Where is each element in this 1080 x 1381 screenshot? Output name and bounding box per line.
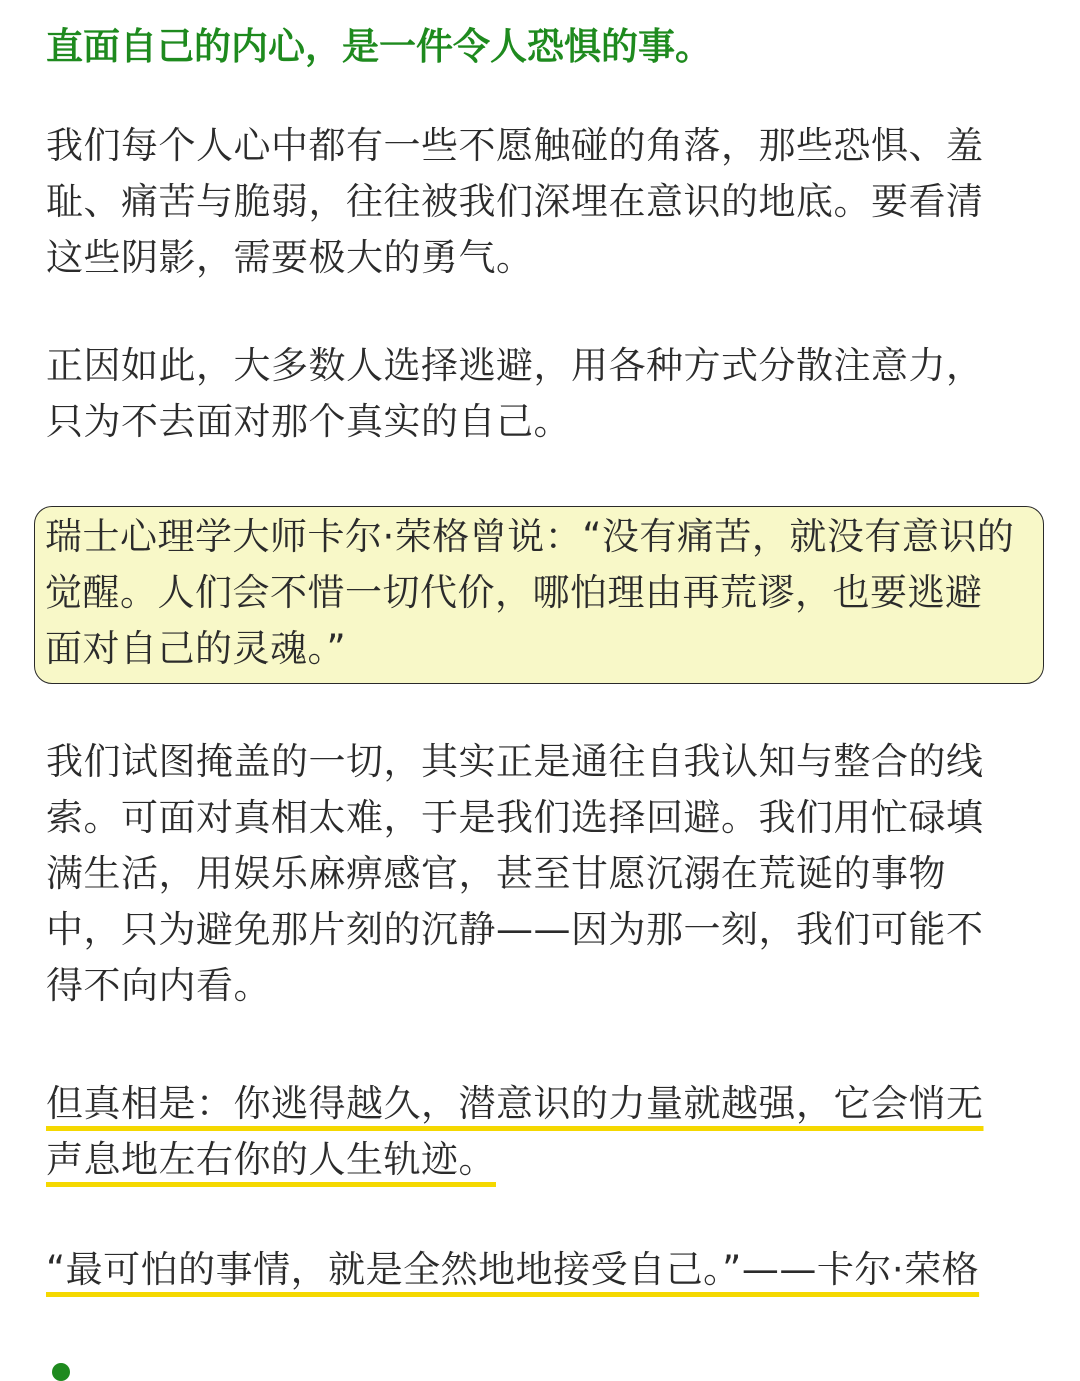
paragraph-5-underlined bbox=[46, 1076, 1006, 1188]
jung-quote: 瑞士心理学大师卡尔·荣格曾说：“没有痛苦，就没有意识的觉醒。人们会不惜一切代价，哪怕理由再荒谬，也要逃避面对自己的灵魂。” bbox=[45, 515, 1015, 670]
highlighted-quote-box bbox=[34, 506, 1044, 684]
closing-quote-underlined bbox=[46, 1242, 1031, 1298]
article bbox=[46, 18, 1036, 1298]
paragraph-2: 正因如此，大多数人选择逃避，用各种方式分散注意力，只为不去面对那个真实的自己。 bbox=[46, 344, 984, 443]
paragraph-1: 我们每个人心中都有一些不愿触碰的角落，那些恐惧、羞耻、痛苦与脆弱，往往被我们深埋在意识的地底。要看清这些阴影，需要极大的勇气。 bbox=[46, 124, 984, 279]
bullet-dot-icon bbox=[52, 1363, 70, 1381]
article-title: 直面自己的内心，是一件令人恐惧的事。 bbox=[46, 25, 712, 68]
closing-quote-text: “最可怕的事情，就是全然地地接受自己。”——卡尔·荣格 bbox=[46, 1248, 980, 1291]
underlined-text: 但真相是：你逃得越久，潜意识的力量就越强，它会悄无声息地左右你的人生轨迹。 bbox=[46, 1082, 984, 1181]
paragraph-4: 我们试图掩盖的一切，其实正是通往自我认知与整合的线索。可面对真相太难，于是我们选择回避。我们用忙碌填满生活，用娱乐麻痹感官，甚至甘愿沉溺在荒诞的事物中，只为避免那片刻的沉静——因为那一刻，我们可能不得不向内看。 bbox=[46, 740, 984, 1007]
